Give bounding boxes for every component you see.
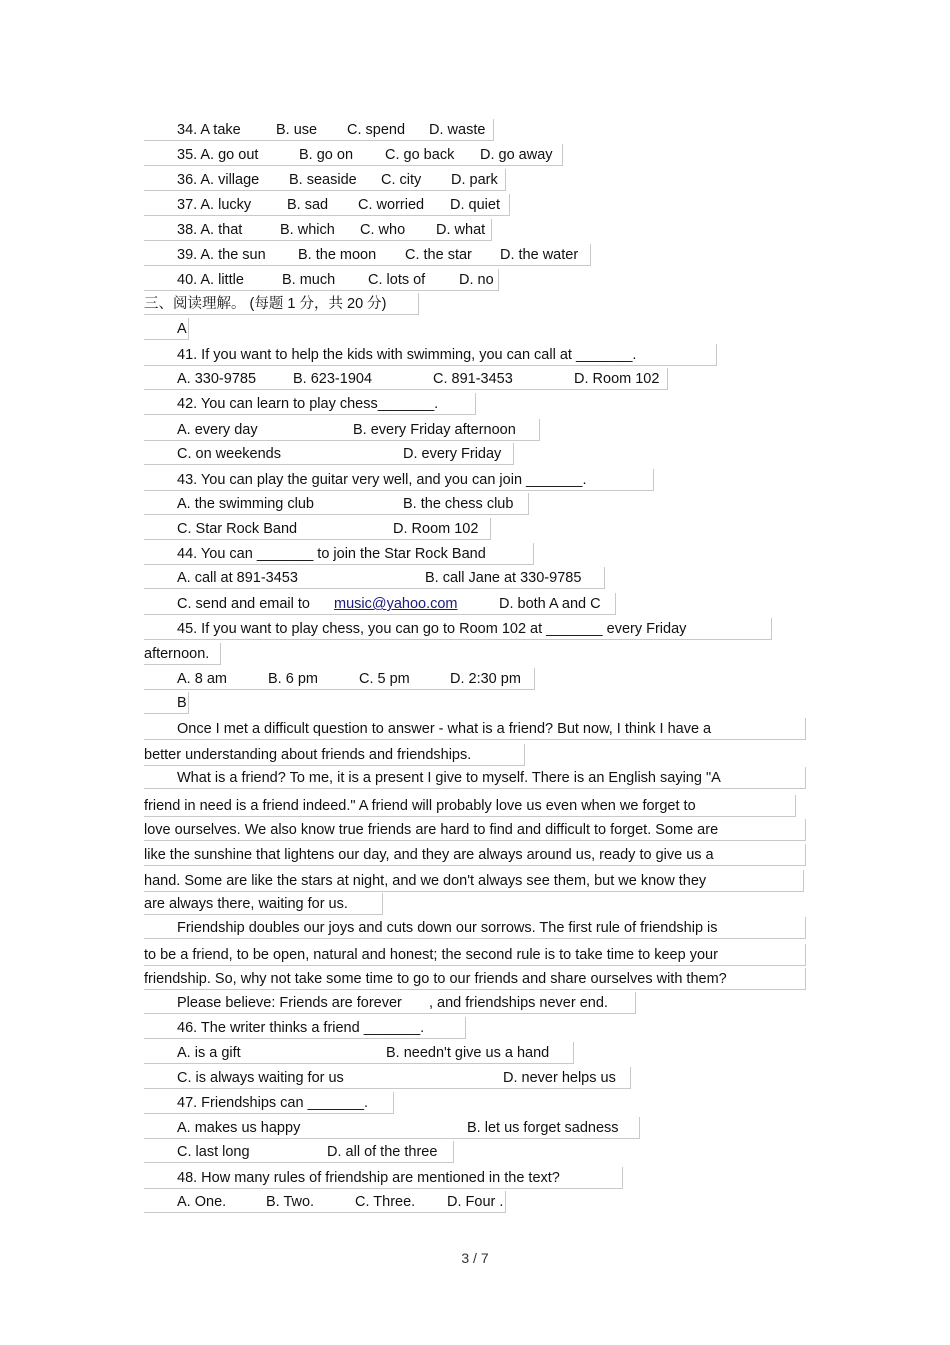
option-d: D. no (459, 272, 494, 288)
question-46 (144, 1017, 466, 1039)
option-a: A. every day (177, 422, 258, 438)
question-43-options-cd (144, 518, 491, 540)
passage-b-label-text: B (177, 695, 187, 711)
passage-b-line-10 (144, 944, 806, 966)
option-c: C. is always waiting for us (177, 1070, 344, 1086)
option-b: B. sad (287, 197, 329, 213)
passage-text: What is a friend? To me, it is a present I give to myself. There is an English saying "A (177, 770, 721, 786)
passage-b-line-11 (144, 968, 806, 990)
question-42-text: 42. You can learn to play chess_______. (177, 396, 439, 412)
option-d: D. Room 102 (574, 371, 660, 387)
passage-text: better understanding about friends and friendships. (144, 747, 472, 763)
option-b: B. seaside (289, 172, 357, 188)
option-c: C. the star (405, 247, 472, 263)
passage-text: to be a friend, to be open, natural and honest; the second rule is to take time to keep your (144, 947, 718, 963)
option-b: B. the chess club (403, 496, 514, 512)
option-c: C. worried (358, 197, 425, 213)
question-43-options-ab (144, 493, 529, 515)
question-45-text: 45. If you want to play chess, you can go to Room 102 at _______ every Friday (177, 621, 687, 637)
question-43 (144, 469, 654, 491)
passage-b-line-1 (144, 718, 806, 740)
option-d: D. Room 102 (393, 521, 479, 537)
cloze-row-36 (144, 169, 506, 191)
cloze-row-35 (144, 144, 563, 166)
passage-b-line-7 (144, 870, 804, 892)
question-46-options-ab (144, 1042, 574, 1064)
option-q: 38. A. that (177, 222, 243, 238)
option-c: C. go back (385, 147, 455, 163)
option-b: B. the moon (298, 247, 377, 263)
cloze-row-38 (144, 219, 492, 241)
question-42 (144, 393, 476, 415)
option-c: C. Star Rock Band (177, 521, 298, 537)
passage-b-line-8 (144, 893, 383, 915)
passage-text: like the sunshine that lightens our day, and they are always around us, ready to give us a (144, 847, 714, 863)
option-c: C. lots of (368, 272, 426, 288)
question-46-text: 46. The writer thinks a friend _______. (177, 1020, 425, 1036)
cloze-row-40 (144, 269, 499, 291)
question-47-options-cd (144, 1141, 454, 1163)
option-c: C. spend (347, 122, 406, 138)
passage-b-line-9 (144, 917, 806, 939)
option-c: C. 891-3453 (433, 371, 513, 387)
question-44-text: 44. You can _______ to join the Star Rock Band (177, 546, 486, 562)
question-47 (144, 1092, 394, 1114)
option-d: D. park (451, 172, 498, 188)
option-b: B. 6 pm (268, 671, 318, 687)
passage-a-label (144, 318, 189, 340)
option-c: C. city (381, 172, 422, 188)
passage-b-label (144, 692, 189, 714)
option-c: C. last long (177, 1144, 250, 1160)
passage-text: Friendship doubles our joys and cuts down our sorrows. The first rule of friendship is (177, 920, 718, 936)
email-link[interactable]: music@yahoo.com (334, 596, 458, 612)
option-a: A. call at 891-3453 (177, 570, 298, 586)
option-c: C. who (360, 222, 406, 238)
question-41-text: 41. If you want to help the kids with swimming, you can call at _______. (177, 347, 637, 363)
question-42-options-ab (144, 419, 540, 441)
question-44-options-cd (144, 593, 616, 615)
option-d: D. the water (500, 247, 579, 263)
cloze-row-34 (144, 119, 494, 141)
question-45-options (144, 668, 535, 690)
option-q: 40. A. little (177, 272, 244, 288)
passage-b-line-4 (144, 795, 796, 817)
option-a: A. the swimming club (177, 496, 314, 512)
option-b: B. call Jane at 330-9785 (425, 570, 582, 586)
option-d: D. 2:30 pm (450, 671, 521, 687)
option-a: A. One. (177, 1194, 227, 1210)
section-heading (144, 293, 419, 315)
section-heading-text: 三、阅读理解。 (每题 1 分，共 20 分) (144, 296, 387, 312)
passage-text: , and friendships never end. (429, 995, 608, 1011)
option-q: 34. A take (177, 122, 241, 138)
option-d: D. what (436, 222, 486, 238)
question-45 (144, 618, 772, 640)
page-number: 3 / 7 (461, 1250, 489, 1266)
option-b: B. much (282, 272, 336, 288)
option-b: B. use (276, 122, 318, 138)
option-b: B. Two. (266, 1194, 315, 1210)
passage-text: Once I met a difficult question to answer - what is a friend? But now, I think I have a (177, 721, 712, 737)
passage-b-line-2 (144, 744, 525, 766)
question-45-text-cont: afternoon. (144, 646, 210, 662)
option-d: D. every Friday (403, 446, 502, 462)
option-d: D. never helps us (503, 1070, 616, 1086)
question-46-options-cd (144, 1067, 631, 1089)
option-c: C. on weekends (177, 446, 281, 462)
passage-b-line-12 (144, 992, 636, 1014)
option-d: D. go away (480, 147, 553, 163)
option-c: C. Three. (355, 1194, 416, 1210)
option-q: 36. A. village (177, 172, 260, 188)
option-d: D. waste (429, 122, 486, 138)
option-q: 35. A. go out (177, 147, 259, 163)
question-47-text: 47. Friendships can _______. (177, 1095, 369, 1111)
option-a: A. makes us happy (177, 1120, 301, 1136)
passage-a-label-text: A (177, 321, 187, 337)
question-42-options-cd (144, 443, 514, 465)
option-b: B. needn't give us a hand (386, 1045, 550, 1061)
question-41 (144, 344, 717, 366)
question-48-text: 48. How many rules of friendship are mentioned in the text? (177, 1170, 560, 1186)
passage-b-line-5 (144, 819, 806, 841)
question-41-options (144, 368, 668, 390)
question-48 (144, 1167, 623, 1189)
passage-b-line-6 (144, 844, 806, 866)
passage-text: hand. Some are like the stars at night, and we don't always see them, but we know they (144, 873, 707, 889)
question-48-options (144, 1191, 506, 1213)
option-a: A. is a gift (177, 1045, 241, 1061)
option-b: B. let us forget sadness (467, 1120, 619, 1136)
option-b: B. which (280, 222, 335, 238)
question-47-options-ab (144, 1117, 640, 1139)
option-d: D. quiet (450, 197, 500, 213)
option-b: B. every Friday afternoon (353, 422, 516, 438)
passage-text: are always there, waiting for us. (144, 896, 348, 912)
option-b: B. 623-1904 (293, 371, 373, 387)
option-d: D. both A and C (499, 596, 601, 612)
question-45-cont (144, 643, 221, 665)
option-d: D. all of the three (327, 1144, 438, 1160)
option-b: B. go on (299, 147, 354, 163)
question-44 (144, 543, 534, 565)
option-c: C. 5 pm (359, 671, 410, 687)
passage-text: friendship. So, why not take some time to go to our friends and share ourselves with them? (144, 971, 727, 987)
cloze-row-37 (144, 194, 510, 216)
option-d: D. Four . (447, 1194, 504, 1210)
option-a: A. 330-9785 (177, 371, 257, 387)
question-44-options-ab (144, 567, 605, 589)
passage-text: Please believe: Friends are forever (177, 995, 402, 1011)
passage-text: love ourselves. We also know true friends are hard to find and difficult to forget. Some are (144, 822, 719, 838)
passage-text: friend in need is a friend indeed." A friend will probably love us even when we forget to (144, 798, 696, 814)
option-a: A. 8 am (177, 671, 227, 687)
option-q: 37. A. lucky (177, 197, 252, 213)
option-q: 39. A. the sun (177, 247, 266, 263)
passage-b-line-3 (144, 767, 806, 789)
question-43-text: 43. You can play the guitar very well, and you can join _______. (177, 472, 587, 488)
option-c: C. send and email to (177, 596, 310, 612)
cloze-row-39 (144, 244, 591, 266)
